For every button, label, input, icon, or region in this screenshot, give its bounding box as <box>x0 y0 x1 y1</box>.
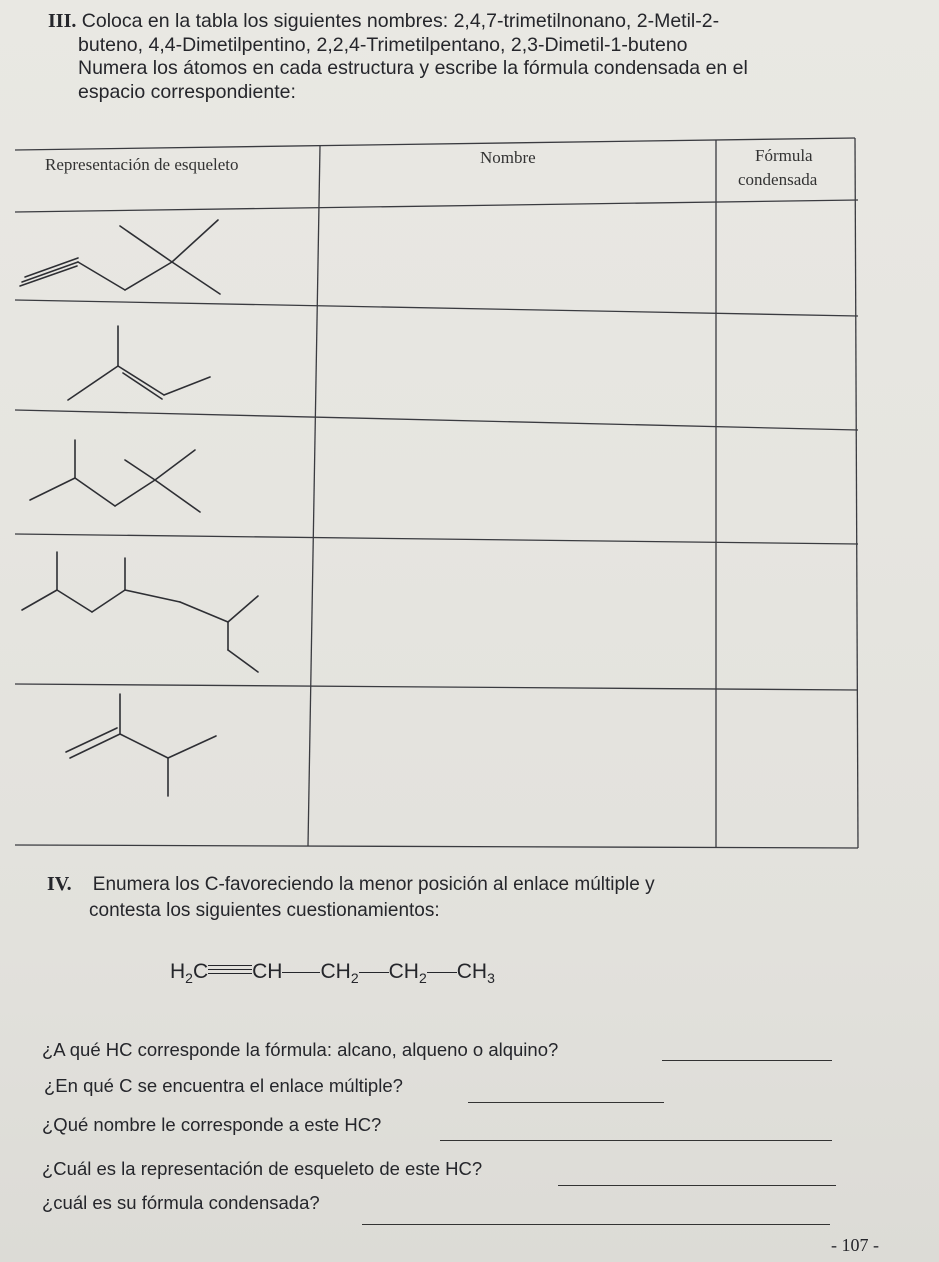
skeleton-structure-5 <box>66 694 216 796</box>
answer-line-1[interactable] <box>662 1060 832 1061</box>
section-3-line-1: Coloca en la tabla los siguientes nombres: 2,4,7-trimetilnonano, 2-Metil-2- <box>81 10 720 32</box>
formula-ch2-b: $CH_2$ <box>388 960 427 987</box>
skeleton-structure-1 <box>20 220 220 294</box>
question-2: ¿En qué C se encuentra el enlace múltiple? <box>44 1075 403 1096</box>
section-4-number: IV. <box>47 873 72 895</box>
formula-ch3: $CH_3$ <box>456 960 495 987</box>
formula-ch: CH <box>252 960 283 983</box>
table-header-divider <box>15 200 858 212</box>
table-row-divider-2 <box>15 410 858 430</box>
formula-h2c: $H_2C$ <box>170 960 209 987</box>
header-name: Nombre <box>480 148 536 167</box>
section-4-instructions <box>47 873 655 922</box>
question-4: ¿Cuál es la representación de esqueleto de este HC? <box>42 1158 483 1179</box>
answer-line-4[interactable] <box>558 1185 836 1186</box>
single-bond-3 <box>427 972 457 973</box>
skeleton-structure-4 <box>22 552 258 672</box>
section-3-number: III. <box>48 10 77 32</box>
triple-bond <box>208 965 252 975</box>
answer-line-2[interactable] <box>468 1102 664 1103</box>
table-column-divider-1 <box>308 146 320 846</box>
skeleton-structure-2 <box>68 326 210 400</box>
header-formula-line2: condensada <box>738 170 818 189</box>
answer-line-5[interactable] <box>362 1224 830 1225</box>
question-5: ¿cuál es su fórmula condensada? <box>42 1192 320 1213</box>
question-1: ¿A qué HC corresponde la fórmula: alcano, alqueno o alquino? <box>42 1039 559 1060</box>
section-4-line-1: Enumera los C-favoreciendo la menor posición al enlace múltiple y <box>92 874 655 895</box>
table-top-border <box>15 138 855 150</box>
single-bond-2 <box>359 972 389 973</box>
section-3-line-3: Numera los átomos en cada estructura y escribe la fórmula condensada en el <box>78 57 748 79</box>
page-number: - 107 - <box>831 1235 879 1255</box>
table-row-divider-3 <box>15 534 858 544</box>
section-4-line-2: contesta los siguientes cuestionamientos: <box>89 900 440 921</box>
section-3-line-4: espacio correspondiente: <box>78 80 296 103</box>
formula-ch2-a: $CH_2$ <box>320 960 359 987</box>
table-right-border <box>855 138 858 848</box>
section-3-line-2: buteno, 4,4-Dimetilpentino, 2,2,4-Trimetilpentano, 2,3-Dimetil-1-buteno <box>78 33 688 56</box>
header-skeleton: Representación de esqueleto <box>45 155 239 174</box>
question-3: ¿Qué nombre le corresponde a este HC? <box>42 1114 382 1135</box>
table-row-divider-4 <box>15 684 858 690</box>
condensed-formula <box>170 960 495 986</box>
skeleton-structure-3 <box>30 440 200 512</box>
header-formula-line1: Fórmula <box>755 146 813 165</box>
single-bond-1 <box>282 972 320 973</box>
table-bottom-border <box>15 845 858 848</box>
answer-line-3[interactable] <box>440 1140 832 1141</box>
table-row-divider-1 <box>15 300 858 316</box>
